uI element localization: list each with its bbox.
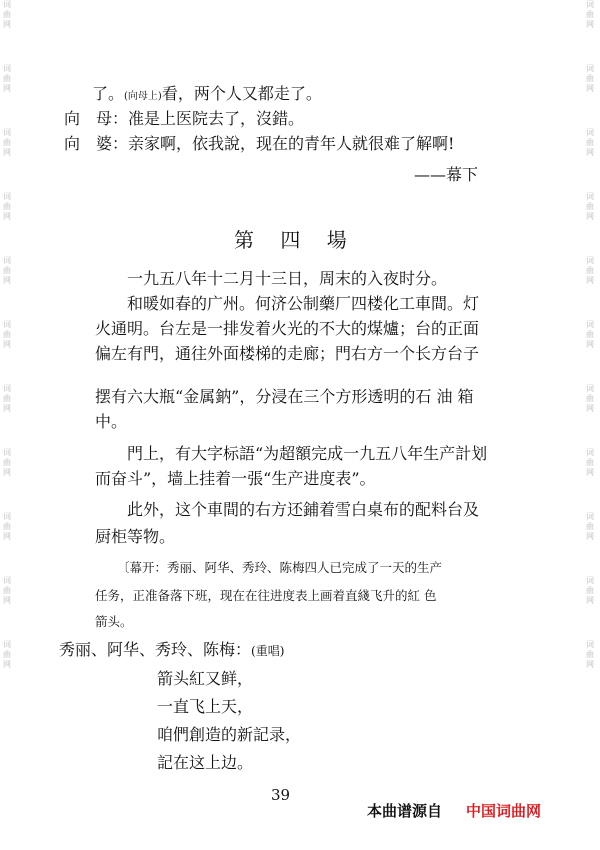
song-line: 咱們創造的新記录， <box>157 725 302 744</box>
source-label: 本曲谱源自 <box>367 802 443 820</box>
paragraph-line: 和暖如春的广州。何济公制藥厂四楼化工車間。灯 <box>127 294 480 313</box>
watermark: 词 曲 网 <box>3 256 11 285</box>
speaker-name: 向 母： <box>64 109 129 128</box>
page-number: 39 <box>271 786 291 804</box>
watermark: 词 曲 网 <box>3 128 11 157</box>
song-line: 一直飞上天， <box>157 697 254 716</box>
dialogue-line-xiangpo <box>64 134 454 154</box>
song-header <box>59 640 284 661</box>
stage-aside: (重唱) <box>251 644 285 658</box>
song-line: 箭头紅又鲜， <box>157 669 254 688</box>
watermark: 词 曲 网 <box>586 128 594 157</box>
song-line: 記在这上边。 <box>157 753 254 772</box>
watermark: 词 曲 网 <box>586 448 594 477</box>
watermark-column-left <box>0 0 14 850</box>
paragraph-line: 火通明。台左是一排发着火光的不大的煤爐；台的正面 <box>95 319 480 338</box>
watermark: 词 曲 网 <box>586 576 594 605</box>
paragraph-line: 偏左有門，通往外面楼梯的走廊；門右方一个长方台子 <box>95 344 480 363</box>
watermark-column-right <box>583 0 597 850</box>
watermark: 词 曲 网 <box>586 384 594 413</box>
source-credit <box>367 800 541 821</box>
paragraph-line: 摆有六大瓶“金属鈉”，分浸在三个方形透明的石 油 箱 <box>95 387 474 406</box>
paragraph-line: 而奋斗”，墙上挂着一張“生产进度表”。 <box>95 469 376 488</box>
paragraph-line: 一九五八年十二月十三日，周末的入夜时分。 <box>127 269 448 288</box>
dialogue-line-continued: 了。(向母上)看，两个人又都走了。 <box>92 84 322 103</box>
scene-title: 第 四 場 <box>234 228 357 252</box>
stage-direction-line: 任务，正准备落下班，现在在往进度表上画着直綫飞升的紅 色 <box>95 588 437 603</box>
paragraph-line: 此外，这个車間的右方还鋪着雪白桌布的配料台及 <box>127 500 480 519</box>
paragraph-line: 厨柜等物。 <box>95 527 176 546</box>
watermark: 词 曲 网 <box>586 64 594 93</box>
stage-direction-line: 箭头。 <box>95 614 133 629</box>
watermark: 词 曲 网 <box>586 256 594 285</box>
stage-direction-line: 〔幕开：秀丽、阿华、秀玲、陈梅四人已完成了一天的生产 <box>117 560 443 575</box>
watermark: 词 曲 网 <box>3 192 11 221</box>
watermark: 词 曲 网 <box>586 0 594 29</box>
dialogue-text: 准是上医院去了，沒錯。 <box>128 109 305 128</box>
watermark: 词 曲 网 <box>586 640 594 669</box>
dialogue-line-xiangmu <box>64 109 304 129</box>
source-site-link[interactable]: 中国词曲网 <box>466 802 542 820</box>
paragraph-line: 門上，有大字标語“为超額完成一九五八年生产計划 <box>127 444 488 463</box>
watermark: 词 曲 网 <box>586 512 594 541</box>
watermark: 词 曲 网 <box>3 640 11 669</box>
watermark: 词 曲 网 <box>3 576 11 605</box>
curtain-down: ——幕下 <box>414 165 479 184</box>
watermark: 词 曲 网 <box>586 320 594 349</box>
paragraph-line: 中。 <box>95 412 128 431</box>
speaker-name: 秀丽、阿华、秀玲、陈梅： <box>59 640 252 659</box>
watermark: 词 曲 网 <box>3 512 11 541</box>
watermark: 词 曲 网 <box>3 448 11 477</box>
watermark: 词 曲 网 <box>3 0 11 29</box>
watermark: 词 曲 网 <box>3 64 11 93</box>
watermark: 词 曲 网 <box>3 384 11 413</box>
dialogue-text: 亲家啊，依我說，现在的青年人就很难了解啊! <box>128 134 455 153</box>
stage-aside: (向母上) <box>124 91 162 102</box>
watermark: 词 曲 网 <box>3 320 11 349</box>
watermark: 词 曲 网 <box>586 192 594 221</box>
speaker-name: 向 婆： <box>64 134 129 153</box>
